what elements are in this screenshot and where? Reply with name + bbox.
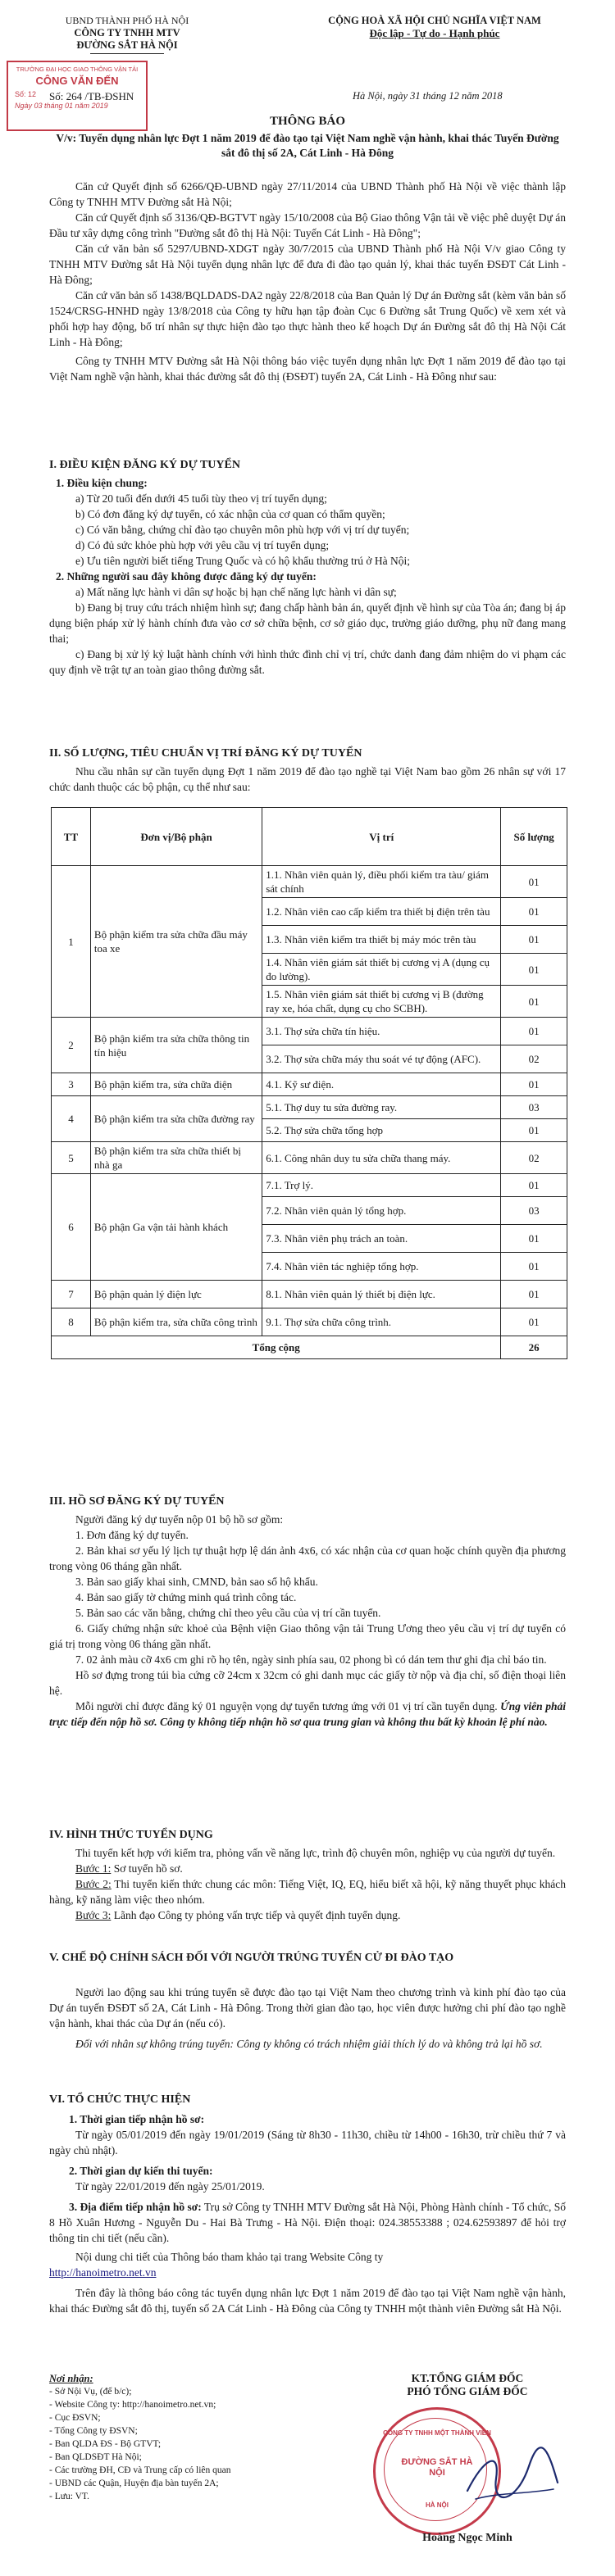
dossier-note-plain: Mỗi người chỉ được đăng ký 01 nguyện vọng dự tuyển tương ứng với 01 vị trí cần tuyển dụng. <box>75 1700 501 1712</box>
condition-item: c) Có văn bằng, chứng chỉ đào tạo chuyên môn phù hợp với vị trí dự tuyển; <box>75 524 410 536</box>
position-name: 5.2. Thợ sửa chữa tổng hợp <box>262 1119 501 1142</box>
signer-name: Hoàng Ngọc Minh <box>422 2532 512 2544</box>
issuer-name-line2: ĐƯỜNG SẮT HÀ NỘI <box>76 39 178 51</box>
positions-table-body <box>52 866 567 1359</box>
section-3-body <box>49 1512 566 1730</box>
signer-role-line2: PHÓ TỔNG GIÁM ĐỐC <box>407 2385 528 2397</box>
policy-text: Người lao động sau khi trúng tuyển sẽ được đào tạo tại Việt Nam theo chương trình và kinh phí đào tạo của Dự án tuyến ĐSĐT số 2A, Cát Linh - Hà Đông. Trong thời gian đào tạo, học viên được hưởng chi phí đào tạo nghề vận hành, khai thác của Dự án (nếu có). <box>49 1986 566 2030</box>
national-title: CỘNG HOÀ XÃ HỘI CHỦ NGHĨA VIỆT NAM <box>328 15 541 26</box>
dossier-item: 1. Đơn đăng ký dự tuyển. <box>75 1529 189 1541</box>
position-name: 7.4. Nhân viên tác nghiệp tổng hợp. <box>262 1253 501 1281</box>
receiving-location-heading: 3. Địa điểm tiếp nhận hồ sơ: <box>69 2201 202 2213</box>
position-count: 01 <box>501 1225 567 1253</box>
step-text: Thi tuyển kiến thức chung các môn: Tiếng Việt, IQ, EQ, hiểu biết xã hội, kỹ năng thuyết phục khách hàng, kỹ năng làm việc theo nhóm. <box>49 1878 567 1906</box>
place-date: Hà Nội, ngày 31 tháng 12 năm 2018 <box>353 90 503 102</box>
position-count: 01 <box>501 1253 567 1281</box>
position-count: 01 <box>501 1174 567 1197</box>
selection-step <box>49 1861 566 1876</box>
issuer-underline <box>90 53 164 54</box>
recipient-item: - Lưu: VT. <box>49 2492 89 2501</box>
recipient-item: - Tổng Công ty ĐSVN; <box>49 2426 138 2436</box>
positions-table <box>51 807 567 1359</box>
dossier-item: 3. Bản sao giấy khai sinh, CMND, bản sao sổ hộ khẩu. <box>75 1576 318 1588</box>
dossier-item: 7. 02 ảnh màu cỡ 4x6 cm ghi rõ họ tên, ngày sinh phía sau, 02 phong bì có dán tem thư ghi địa chỉ báo tin. <box>75 1653 547 1666</box>
dossier-packaging-note: Hồ sơ đựng trong túi bìa cứng cỡ 24cm x 32cm có ghi danh mục các giấy tờ nộp và địa chỉ, số điện thoại liên hệ. <box>49 1669 566 1697</box>
section-4-heading: IV. HÌNH THỨC TUYỂN DỤNG <box>49 1829 213 1841</box>
seal-center-text: ĐƯỜNG SẮT HÀ NỘI <box>401 2457 473 2478</box>
recipient-item: - UBND các Quận, Huyện địa bàn tuyến 2A; <box>49 2478 219 2488</box>
position-count: 01 <box>501 866 567 898</box>
total-value: 26 <box>501 1336 567 1359</box>
position-name: 8.1. Nhân viên quản lý thiết bị điện lực. <box>262 1281 501 1308</box>
national-header <box>262 15 607 40</box>
dossier-item: 4. Bản sao giấy tờ chứng minh quá trình công tác. <box>75 1591 297 1603</box>
position-count: 02 <box>501 1142 567 1174</box>
stamp-title: CÔNG VĂN ĐẾN <box>35 75 119 87</box>
legal-bases <box>49 179 566 384</box>
legal-basis: Căn cứ văn bản số 5297/UBND-XDGT ngày 30/7/2015 của UBND Thành phố Hà Nội V/v giao Công ty TNHH MTV Đường sắt Hà Nội tuyển dụng nhân lực để đưa đi đào tạo quản lý, khai thác tuyến ĐSĐT Cát Linh - Hà Đông; <box>49 243 566 286</box>
step-text: Lãnh đạo Công ty phỏng vấn trực tiếp và quyết định tuyển dụng. <box>111 1909 401 1921</box>
step-text: Sơ tuyển hồ sơ. <box>111 1862 183 1875</box>
position-count: 01 <box>501 954 567 986</box>
section-4-intro: Thi tuyển kết hợp với kiểm tra, phỏng vấn về năng lực, trình độ chuyên môn, nghiệp vụ của người dự tuyển. <box>75 1847 556 1859</box>
section-5-heading: V. CHẾ ĐỘ CHÍNH SÁCH ĐỐI VỚI NGƯỜI TRÚNG TUYỂN CỬ ĐI ĐÀO TẠO <box>49 1952 454 1964</box>
intro-paragraph: Công ty TNHH MTV Đường sắt Hà Nội thông báo việc tuyển dụng nhân lực Đợt 1 năm 2019 để đào tạo tại Việt Nam nghề vận hành, khai thác đường sắt đô thị (ĐSĐT) tuyến 2A, Cát Linh - Hà Đông như sau: <box>49 355 566 383</box>
receiving-location-text: Trụ sở Công ty TNHH MTV Đường sắt Hà Nội, Phòng Hành chính - Tổ chức, Số 8 Hồ Xuân Hương - Nguyễn Du - Hai Bà Trưng - Hà Nội. Điện thoại: 024.38553388 ; 024.62593897 để hỏi trợ thông tin chi tiết (nếu cần). <box>49 2201 567 2244</box>
position-name: 3.2. Thợ sửa chữa máy thu soát vé tự động (AFC). <box>262 1045 501 1073</box>
exclusion-item: c) Đang bị xử lý kỷ luật hành chính với hình thức đình chỉ vị trí, chức danh đang đảm nhiệm do vi phạm các quy định về trật tự an toàn giao thông đường sắt. <box>49 648 566 676</box>
position-name: 1.2. Nhân viên cao cấp kiểm tra thiết bị điện trên tàu <box>262 898 501 926</box>
department-name: Bộ phận kiểm tra, sửa chữa công trình <box>90 1308 262 1336</box>
issuer-block <box>33 15 221 54</box>
position-name: 1.5. Nhân viên giám sát thiết bị cương vị B (đường ray xe, hóa chất, dụng cụ cho SCBH). <box>262 986 501 1018</box>
recipients-block <box>49 2372 320 2503</box>
section-5-body <box>49 1984 566 2052</box>
section-3-heading: III. HỒ SƠ ĐĂNG KÝ DỰ TUYỂN <box>49 1495 225 1508</box>
dossier-item: 2. Bản khai sơ yếu lý lịch tự thuật hợp lệ dán ảnh 4x6, có xác nhận của cơ quan hoặc chính quyền địa phương trong vòng 06 tháng gần nhất. <box>49 1544 566 1572</box>
recipient-item: - Website Công ty: http://hanoimetro.net.vn; <box>49 2400 216 2410</box>
exclusion-item: a) Mất năng lực hành vi dân sự hoặc bị hạn chế năng lực hành vi dân sự; <box>75 586 397 598</box>
website-link[interactable]: http://hanoimetro.net.vn <box>49 2266 157 2279</box>
position-name: 6.1. Công nhân duy tu sửa chữa thang máy. <box>262 1142 501 1174</box>
legal-basis: Căn cứ Quyết định số 3136/QĐ-BGTVT ngày 15/10/2008 của Bộ Giao thông Vận tải về việc phê duyệt Dự án Đầu tư xây dựng công trình "Đường sắt đô thị Hà Nội: Tuyến Cát Linh - Hà Đông"; <box>49 211 566 239</box>
group-number: 1 <box>52 866 91 1018</box>
step-label: Bước 3: <box>75 1909 112 1921</box>
section-3-intro: Người đăng ký dự tuyển nộp 01 bộ hồ sơ gồm: <box>75 1513 284 1526</box>
table-row <box>52 1073 567 1096</box>
issuer-parent: UBND THÀNH PHỐ HÀ NỘI <box>65 15 189 26</box>
dossier-item: 6. Giấy chứng nhận sức khoẻ của Bệnh viện Giao thông vận tải Trung Ương theo yêu cầu vị trí dự tuyển có giá trị trong vòng 06 tháng gần nhất. <box>49 1622 566 1650</box>
dossier-item: 5. Bản sao các văn bằng, chứng chỉ theo yêu cầu của vị trí cần tuyển. <box>75 1607 381 1619</box>
document-number: Số: 264 /TB-ĐSHN <box>49 90 134 102</box>
receiving-location <box>49 2199 566 2246</box>
position-count: 03 <box>501 1197 567 1225</box>
department-name: Bộ phận Ga vận tải hành khách <box>90 1174 262 1281</box>
section-2-heading: II. SỐ LƯỢNG, TIÊU CHUẨN VỊ TRÍ ĐĂNG KÝ DỰ TUYỂN <box>49 747 362 760</box>
condition-item: d) Có đủ sức khỏe phù hợp với yêu cầu vị trí tuyển dụng; <box>75 539 330 551</box>
position-count: 01 <box>501 898 567 926</box>
table-row <box>52 1281 567 1308</box>
legal-basis: Căn cứ Quyết định số 6266/QĐ-UBND ngày 27/11/2014 của UBND Thành phố Hà Nội về việc thành lập Công ty TNHH MTV Đường sắt Hà Nội; <box>49 180 566 208</box>
position-count: 01 <box>501 1018 567 1045</box>
position-count: 01 <box>501 986 567 1018</box>
exam-time-heading: 2. Thời gian dự kiến thi tuyển: <box>69 2165 213 2177</box>
national-motto: Độc lập - Tự do - Hạnh phúc <box>369 27 500 39</box>
col-header-position: Vị trí <box>262 808 501 866</box>
col-header-no: TT <box>52 808 91 866</box>
exam-time-text: Từ ngày 22/01/2019 đến ngày 25/01/2019. <box>75 2180 265 2193</box>
selection-step <box>49 1876 566 1907</box>
recipient-item: - Sở Nội Vụ, (để b/c); <box>49 2387 132 2397</box>
condition-item: e) Ưu tiên người biết tiếng Trung Quốc và có hộ khẩu thường trú ở Hà Nội; <box>75 555 410 567</box>
condition-item: a) Từ 20 tuổi đến dưới 45 tuổi tùy theo vị trí tuyển dụng; <box>75 492 327 505</box>
position-name: 1.4. Nhân viên giám sát thiết bị cương vị A (dụng cụ đo lường). <box>262 954 501 986</box>
section-1-heading: I. ĐIỀU KIỆN ĐĂNG KÝ DỰ TUYỂN <box>49 459 240 471</box>
stamp-date: Ngày 03 tháng 01 năm 2019 <box>15 102 108 110</box>
table-row <box>52 1096 567 1119</box>
table-row <box>52 1018 567 1045</box>
position-name: 7.2. Nhân viên quản lý tổng hợp. <box>262 1197 501 1225</box>
seal-place-text: HÀ NỘI <box>426 2501 449 2509</box>
exclusion-item: b) Đang bị truy cứu trách nhiệm hình sự; đang chấp hành bản án, quyết định về hình sự của Tòa án; đang bị áp dụng biện pháp xử lý hành chính đưa vào cơ sở chữa bệnh, cơ sở giáo dục, trường giáo dưỡng, phụ nữ đang mang thai; <box>49 601 566 645</box>
receiving-time-text: Từ ngày 05/01/2019 đến ngày 19/01/2019 (Sáng từ 8h30 - 11h30, chiều từ 14h00 - 16h30, trừ chiều thứ 7 và ngày chủ nhật). <box>49 2129 566 2156</box>
section-6-body <box>49 2111 566 2316</box>
total-label: Tổng cộng <box>52 1336 501 1359</box>
dossier-note-emphasis: Ứng viên phải trực tiếp đến nộp hồ sơ. Công ty không tiếp nhận hồ sơ qua trung gian và không thu bất kỳ khoản lệ phí nào. <box>49 1700 566 1728</box>
position-name: 7.3. Nhân viên phụ trách an toàn. <box>262 1225 501 1253</box>
group-number: 2 <box>52 1018 91 1073</box>
recipient-item: - Cục ĐSVN; <box>49 2413 101 2423</box>
department-name: Bộ phận kiểm tra sửa chữa thông tin tín hiệu <box>90 1018 262 1073</box>
policy-note: Đối với nhân sự không trúng tuyển: Công ty không có trách nhiệm giải thích lý do và không trả lại hồ sơ. <box>75 2038 543 2050</box>
website-reference-text: Nội dung chi tiết của Thông báo tham khảo tại trang Website Công ty <box>75 2251 384 2263</box>
total-row <box>52 1336 567 1359</box>
step-label: Bước 2: <box>75 1878 112 1890</box>
recipient-item: - Ban QLDA ĐS - Bộ GTVT; <box>49 2439 162 2449</box>
table-row <box>52 866 567 898</box>
position-count: 01 <box>501 1073 567 1096</box>
stamp-institution: TRƯỜNG ĐẠI HỌC GIAO THÔNG VẬN TẢI <box>16 66 139 73</box>
section-1-sub2-heading: 2. Những người sau đây không được đăng ký dự tuyển: <box>56 570 317 583</box>
condition-item: b) Có đơn đăng ký dự tuyển, có xác nhận của cơ quan có thẩm quyền; <box>75 508 385 520</box>
table-header-row <box>52 808 567 866</box>
position-name: 5.1. Thợ duy tu sửa đường ray. <box>262 1096 501 1119</box>
group-number: 3 <box>52 1073 91 1096</box>
col-header-dept: Đơn vị/Bộ phận <box>90 808 262 866</box>
position-name: 1.3. Nhân viên kiểm tra thiết bị máy móc trên tàu <box>262 926 501 954</box>
group-number: 6 <box>52 1174 91 1281</box>
table-row <box>52 1308 567 1336</box>
recipient-item: - Các trường ĐH, CĐ và Trung cấp có liên quan <box>49 2465 231 2475</box>
notice-subject: V/v: Tuyển dụng nhân lực Đợt 1 năm 2019 để đào tạo tại Việt Nam nghề vận hành, khai thác Tuyến Đường sắt đô thị số 2A, Cát Linh - Hà Đông <box>56 132 559 159</box>
signer-role-line1: KT.TỔNG GIÁM ĐỐC <box>411 2372 524 2384</box>
issuer-name-line1: CÔNG TY TNHH MTV <box>74 27 180 39</box>
notice-title: THÔNG BÁO <box>269 115 346 128</box>
position-name: 9.1. Thợ sửa chữa công trình. <box>262 1308 501 1336</box>
section-2-intro: Nhu cầu nhân sự cần tuyển dụng Đợt 1 năm 2019 để đào tạo nghề tại Việt Nam bao gồm 26 nhân sự với 17 chức danh thuộc các bộ phận, cụ thể như sau: <box>49 765 566 793</box>
position-count: 01 <box>501 1308 567 1336</box>
seal-ring-text: CÔNG TY TNHH MỘT THÀNH VIÊN <box>383 2429 491 2437</box>
signer-role <box>353 2372 582 2398</box>
department-name: Bộ phận kiểm tra, sửa chữa điện <box>90 1073 262 1096</box>
group-number: 7 <box>52 1281 91 1308</box>
dossier-submission-note <box>49 1698 566 1730</box>
position-name: 1.1. Nhân viên quản lý, điều phối kiểm tra tàu/ giám sát chính <box>262 866 501 898</box>
department-name: Bộ phận kiểm tra sửa chữa đường ray <box>90 1096 262 1142</box>
section-1-sub1-heading: 1. Điều kiện chung: <box>56 477 148 489</box>
group-number: 8 <box>52 1308 91 1336</box>
position-count: 01 <box>501 1119 567 1142</box>
recipient-item: - Ban QLDSĐT Hà Nội; <box>49 2452 142 2462</box>
stamp-number: Số: 12 <box>15 90 37 98</box>
recipients-label: Nơi nhận: <box>49 2373 93 2384</box>
department-name: Bộ phận kiểm tra sửa chữa đầu máy toa xe <box>90 866 262 1018</box>
position-count: 03 <box>501 1096 567 1119</box>
table-row <box>52 1142 567 1174</box>
step-label: Bước 1: <box>75 1862 112 1875</box>
group-number: 5 <box>52 1142 91 1174</box>
section-6-heading: VI. TỔ CHỨC THỰC HIỆN <box>49 2093 191 2106</box>
position-count: 02 <box>501 1045 567 1073</box>
position-name: 7.1. Trợ lý. <box>262 1174 501 1197</box>
closing-paragraph: Trên đây là thông báo công tác tuyển dụng nhân lực Đợt 1 năm 2019 để đào tạo tại Việt Nam nghề vận hành, khai thác Đường sắt đô thị, tuyến số 2A Cát Linh - Hà Đông của Công ty TNHH một thành viên Đường sắt Hà Nội. <box>49 2287 566 2315</box>
group-number: 4 <box>52 1096 91 1142</box>
section-1-body <box>49 475 566 678</box>
position-count: 01 <box>501 926 567 954</box>
col-header-count: Số lượng <box>501 808 567 866</box>
position-count: 01 <box>501 1281 567 1308</box>
selection-step <box>49 1907 566 1923</box>
section-4-body <box>49 1845 566 1923</box>
legal-basis: Căn cứ văn bản số 1438/BQLDADS-DA2 ngày 22/8/2018 của Ban Quản lý Dự án Đường sắt (kèm văn bản số 1524/CRSG-HNHD ngày 13/8/2018 của Công ty hữu hạn tập đoàn Cục 6 Đường sắt Trung Quốc) về xem xét và phối hợp hay động, bổ trí nhân sự thực hiện đào tạo thực hành theo kế hoạch Dự án Đường sắt đô thị Hà Nội Cát Linh - Hà Đông; <box>49 289 566 348</box>
position-name: 4.1. Kỹ sư điện. <box>262 1073 501 1096</box>
department-name: Bộ phận quản lý điện lực <box>90 1281 262 1308</box>
position-name: 3.1. Thợ sửa chữa tín hiệu. <box>262 1018 501 1045</box>
table-row <box>52 1174 567 1197</box>
handwritten-signature <box>459 2442 566 2515</box>
department-name: Bộ phận kiểm tra sửa chữa thiết bị nhà ga <box>90 1142 262 1174</box>
receiving-time-heading: 1. Thời gian tiếp nhận hồ sơ: <box>69 2113 205 2125</box>
